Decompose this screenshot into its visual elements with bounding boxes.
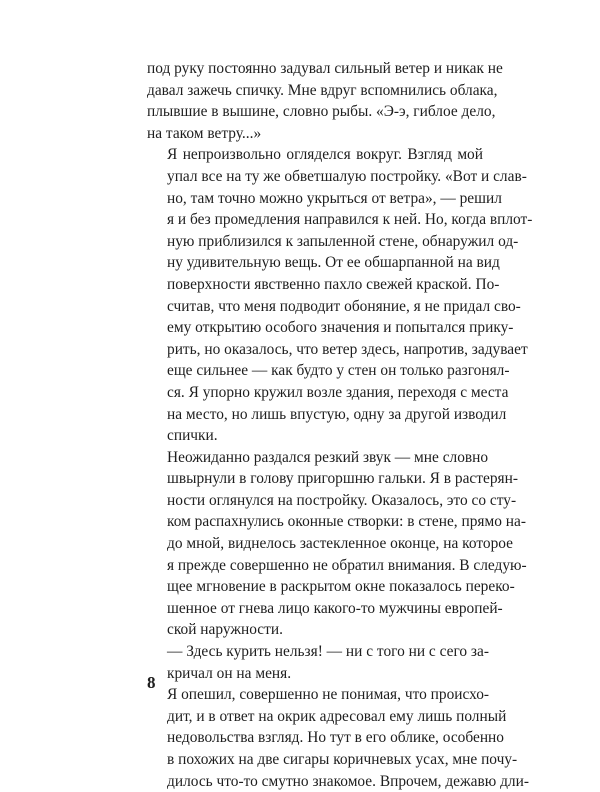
page-number: 8 <box>147 673 156 692</box>
text-line: шенное от гнева лицо какого-то мужчины европей- <box>167 599 503 617</box>
text-line: упал все на ту же обветшалую постройку. «Вот и слав- <box>167 167 527 185</box>
text-line: плывшие в вышине, словно рыбы. «Э-э, гиблое дело, <box>147 103 496 121</box>
text-line: считав, что меня подводит обоняние, я не придал сво- <box>167 297 521 315</box>
text-line: недовольства взгляд. Но тут в его облике, особенно <box>167 729 504 747</box>
text-line: я прежде совершенно не обратил внимания. В следую- <box>167 556 527 574</box>
text-line: швырнули в голову пригоршню гальки. Я в растерян- <box>167 470 518 488</box>
text-line: ской наружности. <box>167 621 283 639</box>
text-line: Я опешил, совершенно не понимая, что происхо- <box>167 686 490 704</box>
text-line: на таком ветру...» <box>147 124 262 142</box>
text-line: — Здесь курить нельзя! — ни с того ни с сего за- <box>167 643 489 661</box>
text-line: ему открытию особого значения и попытался прику- <box>167 319 514 337</box>
text-line: но, там точно можно укрыться от ветра», — решил <box>167 189 502 207</box>
text-line: в похожих на две сигары коричневых усах, мне почу- <box>167 751 518 768</box>
text-line: ную приблизился к запыленной стене, обнаружил од- <box>167 232 519 250</box>
text-line: Неожиданно раздался резкий звук — мне словно <box>167 448 489 466</box>
paragraph <box>147 144 533 446</box>
text-line: рить, но оказалось, что ветер здесь, напротив, задувает <box>167 340 528 358</box>
text-line: ности оглянулся на постройку. Оказалось, это со сту- <box>167 491 517 509</box>
text-line: щее мгновение в раскрытом окне показалось переко- <box>167 578 515 596</box>
text-line: ну удивительную вещь. От ее обшарпанной на вид <box>167 254 500 272</box>
text-line: кричал он на меня. <box>167 664 292 682</box>
text-line: спички. <box>167 427 218 445</box>
text-line: я и без промедления направился к ней. Но, когда вплот- <box>167 211 533 229</box>
text-line: дит, и в ответ на окрик адресовал ему лишь полный <box>167 707 507 725</box>
text-line: ком распахнулись оконные створки: в стене, прямо на- <box>167 513 526 531</box>
text-line: дилось что-то смутно знакомое. Впрочем, дежавю дли- <box>167 772 529 790</box>
text-line: Я непроизвольно огляделся вокруг. Взгляд мой <box>167 146 483 164</box>
text-line: ся. Я упорно кружил возле здания, переходя с места <box>167 383 509 401</box>
text-line: под руку постоянно задувал сильный ветер и никак не <box>147 60 503 77</box>
paragraph <box>147 684 529 792</box>
text-line: поверхности явственно пахло свежей краской. По- <box>167 275 500 293</box>
paragraph <box>147 447 527 641</box>
text-line: давал зажечь спичку. Мне вдруг вспомнились облака, <box>147 81 498 99</box>
paragraph <box>147 58 503 144</box>
paragraph <box>147 641 489 684</box>
page-text <box>147 58 533 792</box>
text-line: еще сильнее — как будто у стен он только разгонял- <box>167 362 510 380</box>
text-line: до мной, виднелось застекленное оконце, на которое <box>167 535 513 553</box>
text-line: на место, но лишь впустую, одну за другой изводил <box>167 405 507 423</box>
